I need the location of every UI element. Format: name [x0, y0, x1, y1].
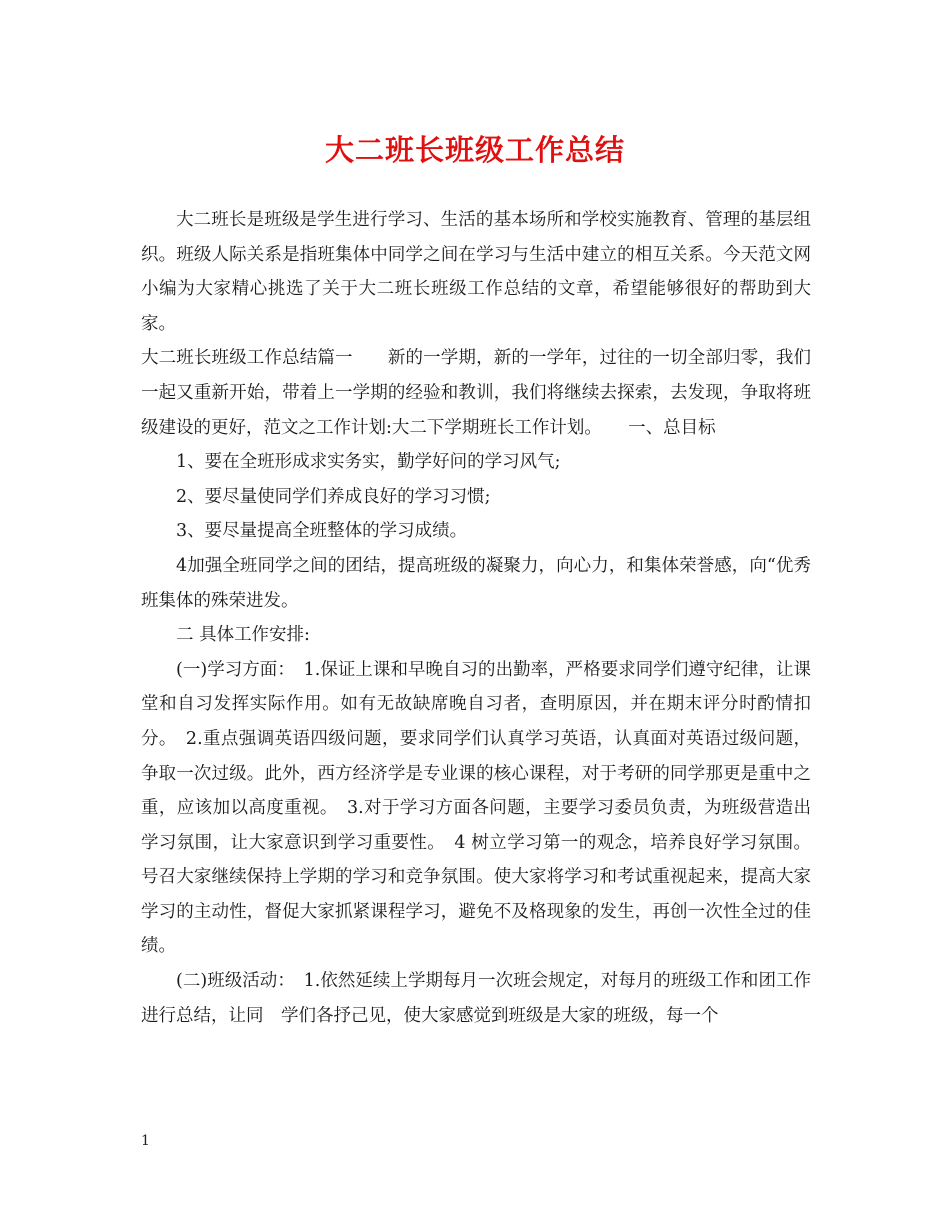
goal-item-2: 2、要尽量使同学们养成良好的学习习惯;	[176, 486, 491, 507]
class-activity-paragraph: (二)班级活动： 1.依然延续上学期每月一次班会规定，对每月的班级工作和团工作进行总结，让同 学们各抒己见，使大家感觉到班级是大家的班级，每一个	[141, 971, 811, 1026]
document-title: 大二班长班级工作总结	[324, 133, 625, 167]
goal-item-3: 3、要尽量提高全班整体的学习成绩。	[176, 521, 468, 542]
section-one-paragraph: 大二班长班级工作总结篇一 新的一学期，新的一学年，过往的一切全部归零，我们一起又重新开始，带着上一学期的经验和教训，我们将继续去探索，去发现，争取将班级建设的更好，范文之工作计划:大二下学期班长工作计划。 一、总目标	[141, 348, 811, 438]
document-body	[141, 203, 811, 1033]
goal-item-1: 1、要在全班形成求实务实，勤学好问的学习风气;	[176, 452, 561, 473]
page-number: 1	[141, 1133, 150, 1149]
goal-item-4: 4加强全班同学之间的团结，提高班级的凝聚力，向心力，和集体荣誉感，向“优秀班集体的殊荣进发。	[141, 555, 811, 611]
study-paragraph: (一)学习方面： 1.保证上课和早晚自习的出勤率，严格要求同学们遵守纪律，让课堂和自习发挥实际作用。如有无故缺席晚自习者，查明原因，并在期末评分时酌情扣分。 2.重点强调英语四级问题，要求同学们认真学习英语，认真面对英语过级问题，争取一次过级。此外，西方经济学是专业课的核心课程，对于考研的同学那更是重中之重，应该加以高度重视。 3.对于学习方面各问题，主要学习委员负责，为班级营造出学习氛围，让大家意识到学习重要性。 4 树立学习第一的观念，培养良好学习氛围。号召大家继续保持上学期的学习和竞争氛围。使大家将学习和考试重视起来，提高大家学习的主动性，督促大家抓紧课程学习，避免不及格现象的发生，再创一次性全过的佳绩。	[141, 659, 811, 957]
section-two-heading: 二 具体工作安排:	[176, 625, 310, 646]
intro-paragraph: 大二班长是班级是学生进行学习、生活的基本场所和学校实施教育、管理的基层组织。班级人际关系是指班集体中同学之间在学习与生活中建立的相互关系。今天范文网小编为大家精心挑选了关于大二班长班级工作总结的文章，希望能够很好的帮助到大家。	[141, 210, 811, 334]
